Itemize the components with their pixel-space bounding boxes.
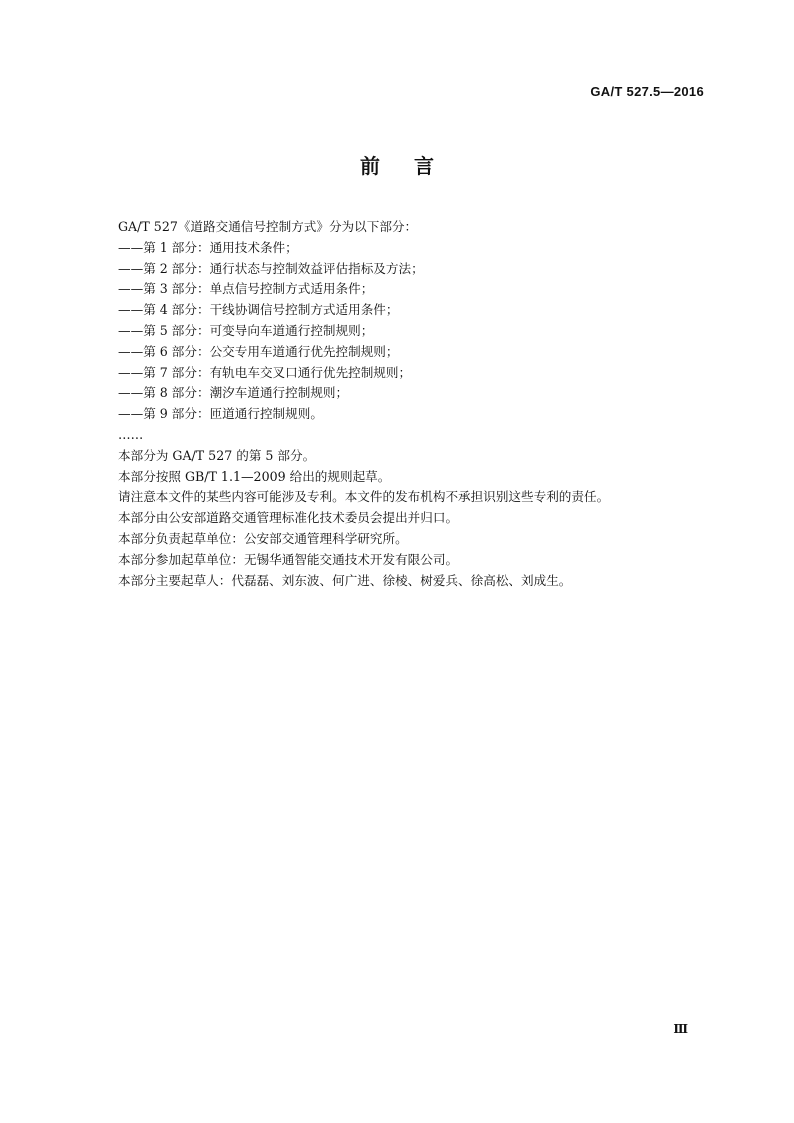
ellipsis-line: …… [118, 426, 144, 442]
part-item-1: ——第 1 部分：通用技术条件； [118, 239, 298, 255]
part-item-5: ——第 5 部分：可变导向车道通行控制规则； [118, 322, 374, 338]
statement-participating-drafter: 本部分参加起草单位：无锡华通智能交通技术开发有限公司。 [118, 551, 459, 567]
part-item-3: ——第 3 部分：单点信号控制方式适用条件； [118, 281, 374, 297]
statement-part-number: 本部分为 GA/T 527 的第 5 部分。 [118, 447, 316, 463]
part-item-2: ——第 2 部分：通行状态与控制效益评估指标及方法； [118, 260, 424, 276]
part-item-6: ——第 6 部分：公交专用车道通行优先控制规则； [118, 343, 399, 359]
document-body [118, 217, 718, 591]
part-item-9: ——第 9 部分：匝道通行控制规则。 [118, 406, 323, 422]
statement-main-drafters: 本部分主要起草人：代磊磊、刘东波、何广进、徐棱、树爱兵、徐高松、刘成生。 [118, 572, 572, 588]
standard-code: GA/T 527.5—2016 [590, 84, 704, 99]
part-item-8: ——第 8 部分：潮汐车道通行控制规则； [118, 385, 349, 401]
page-title: 前言 [360, 154, 468, 178]
page-number: Ⅲ [673, 1022, 688, 1036]
statement-lead-drafter: 本部分负责起草单位：公安部交通管理科学研究所。 [118, 530, 408, 546]
part-item-4: ——第 4 部分：干线协调信号控制方式适用条件； [118, 302, 399, 318]
statement-proposer: 本部分由公安部道路交通管理标准化技术委员会提出并归口。 [118, 510, 459, 526]
part-item-7: ——第 7 部分：有轨电车交叉口通行优先控制规则； [118, 364, 412, 380]
intro-line: GA/T 527《道路交通信号控制方式》分为以下部分： [118, 219, 418, 234]
statement-drafting-rules: 本部分按照 GB/T 1.1—2009 给出的规则起草。 [118, 468, 391, 484]
statement-patent-notice: 请注意本文件的某些内容可能涉及专利。本文件的发布机构不承担识别这些专利的责任。 [118, 489, 610, 505]
